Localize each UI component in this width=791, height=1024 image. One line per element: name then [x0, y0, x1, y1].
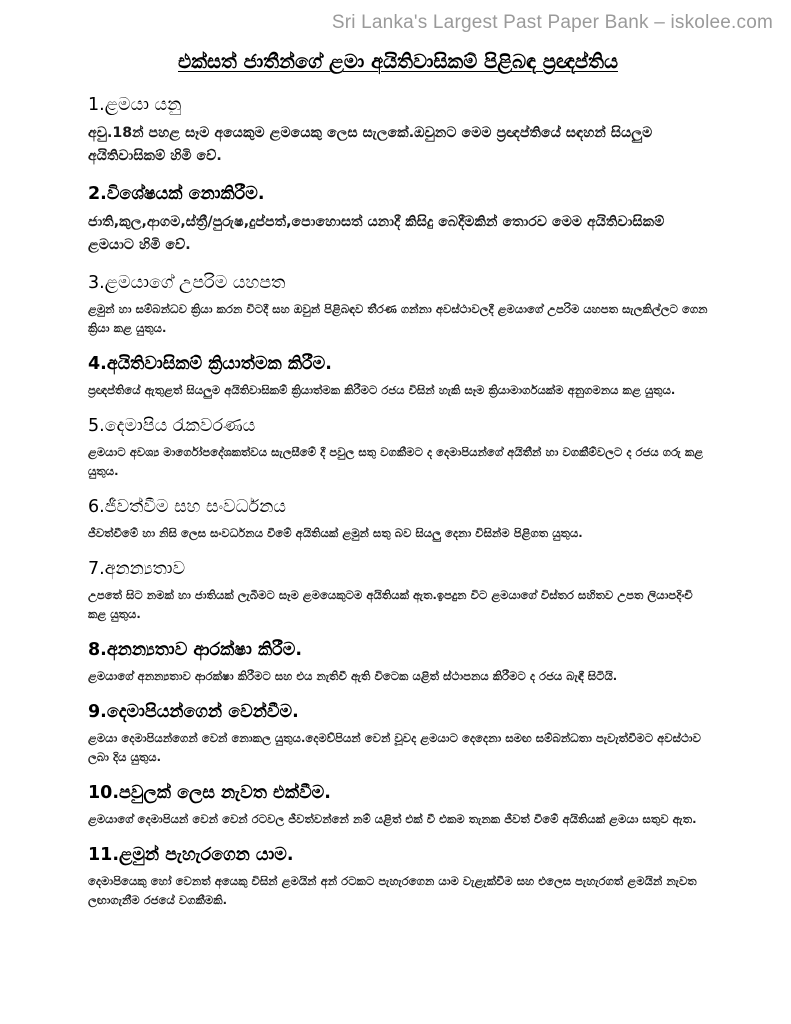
- section-7-heading: 7.අනන්‍යතාව: [88, 559, 186, 579]
- section-6-heading: 6.ජීවත්වීම සහ සංවර්ධනය: [88, 497, 286, 517]
- section-5-heading: 5.දෙමාපිය රැකවරණය: [88, 416, 256, 436]
- section-5-body: ළමයාට අවශ්‍ය මාර්ගෝපදේශකත්වය සැලසීමේ දී පවුල සතු වගකීමට ද දෙමාපියන්ගේ අයිතීන් හා වගකීම්වලට ද රජය ගරු කළ යුතුය.: [88, 445, 704, 478]
- section-10-body: ළමයාගේ දෙමාපියන් වෙන් වෙන් රටවල ජීවත්වන්නේ නම් යළිත් එක් වී එකම තැනක ජීවත් වීමේ අයිතියක් ළමයා සතුව ඇත.: [88, 812, 697, 826]
- section-1-body: අවු.18න් පහළ සෑම අයෙකුම ළමයෙකු ලෙස සැලකේ.ඔවුනට මෙම ප්‍රඥප්තියේ සඳහන් සියලුම අයිතිවාසිකම් හිමි වේ.: [88, 125, 653, 164]
- section-6: [88, 492, 708, 543]
- section-2: [88, 179, 708, 257]
- section-3-heading: 3.ළමයාගේ උපරිම යහපත: [88, 273, 286, 293]
- section-10-heading: 10.පවුලක් ලෙස නැවත එක්වීම.: [88, 783, 331, 803]
- section-11-heading: 11.ළමුන් පැහැරගෙන යාම.: [88, 845, 294, 865]
- section-3-body: ළමුන් හා සම්බන්ධව ක්‍රියා කරන විටදී සහ ඔවුන් පිළිබඳව තීරණ ගන්නා අවස්ථාවලදී ළමයාගේ උපරිම යහපත සැලකිල්ලට ගෙන ක්‍රියා කළ යුතුය.: [88, 302, 708, 335]
- section-9: [88, 697, 708, 767]
- section-1: [88, 90, 708, 168]
- section-4-heading: 4.අයිතිවාසිකම් ක්‍රියාත්මක කිරීම.: [88, 354, 332, 374]
- section-3: [88, 268, 708, 338]
- section-9-body: ළමයා දෙමාපියන්ගෙන් වෙන් නොකල යුතුය.දෙමව්පියන් වෙන් වූවද ළමයාට දෙදෙනා සමඟ සම්බන්ධතා පැවැත්වීමට අවස්ථාව ලබා දිය යුතුය.: [88, 731, 701, 764]
- section-5: [88, 411, 708, 481]
- section-7: [88, 554, 708, 624]
- section-8: [88, 635, 708, 686]
- site-watermark-header: Sri Lanka's Largest Past Paper Bank – iskolee.com: [331, 12, 773, 33]
- page-title: [88, 48, 708, 76]
- section-2-body: ජාති,කුල,ආගම,ස්ත්‍රී/පුරුෂ,දුප්පත්,පොහොසත් යනාදී කිසිදු බෙදීමකින් තොරව මෙම අයිතිවාසිකම් ළමයාට හිමි වේ.: [88, 214, 665, 253]
- section-9-heading: 9.දෙමාපියන්ගෙන් වෙන්වීම.: [88, 702, 299, 722]
- section-10: [88, 778, 708, 829]
- section-8-body: ළමයාගේ අනන්‍යතාව ආරක්ෂා කිරීමට සහ එය නැතිවී ඇති විටෙක යළිත් ස්ථාපනය කිරීමට ද රජය බැඳී සිටියි.: [88, 669, 618, 683]
- section-6-body: ජීවත්වීමේ හා නිසි ලෙස සංවර්ධනය වීමේ අයිතියක් ළමුන් සතු බව සියලු දෙනා විසින්ම පිළිගත යුතුය.: [88, 526, 583, 540]
- page-title-text: එක්සත් ජාතීන්ගේ ළමා අයිතිවාසිකම් පිළිබඳ ප්‍රඥප්තිය: [178, 50, 618, 73]
- section-11-body: දෙමාපියෙකු හෝ වෙනත් අයෙකු විසින් ළමයින් අන් රටකට පැහැරගෙන යාම වැළැක්වීම සහ එලෙස පැහැරගත් ළමයින් නැවත ලඟාගැනීම රජයේ වගකීමකි.: [88, 874, 697, 907]
- section-4-body: ප්‍රඥප්තියේ ඇතුළත් සියලුම අයිතිවාසිකම් ක්‍රියාත්මක කිරීමට රජය විසින් හැකි සෑම ක්‍රියාමාර්ගයක්ම අනුගමනය කළ යුතුය.: [88, 383, 676, 397]
- section-7-body: උපතේ සිට නමක් හා ජාතියක් ලැබීමට සෑම ළමයෙකුටම අයිතියක් ඇත.ඉපදුන විට ළමයාගේ විස්තර සහිතව උපත ලියාපදිංචි කළ යුතුය.: [88, 588, 693, 621]
- section-8-heading: 8.අනන්‍යතාව ආරක්ෂා කිරීම.: [88, 640, 302, 660]
- section-1-heading: 1.ළමයා යනු: [88, 95, 182, 115]
- section-2-heading: 2.විශේෂයක් නොකිරීම.: [88, 184, 265, 204]
- document-content: [88, 48, 708, 913]
- section-4: [88, 349, 708, 400]
- section-11: [88, 840, 708, 910]
